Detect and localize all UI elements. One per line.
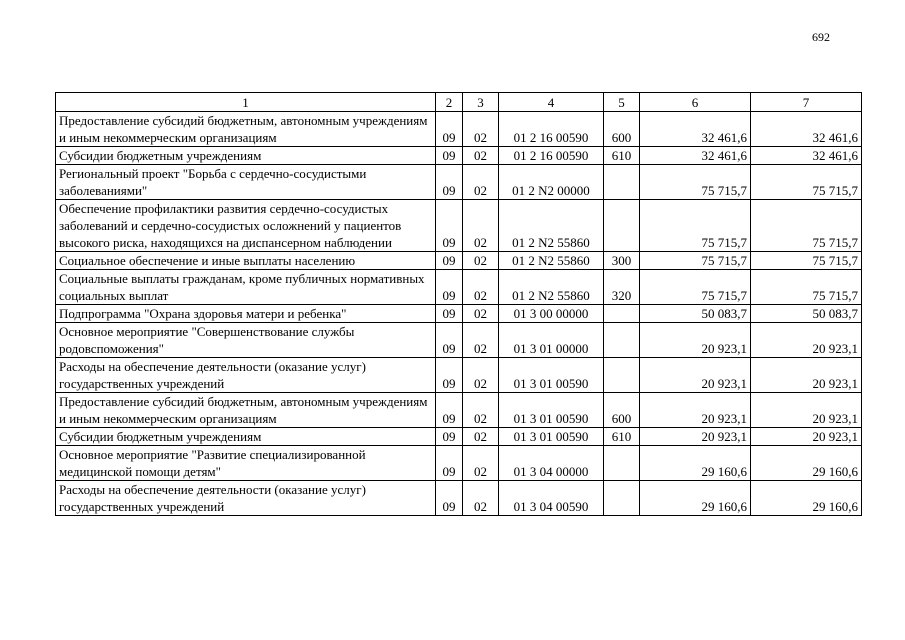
cell-expense-type: 610	[604, 147, 640, 165]
cell-section: 09	[436, 481, 463, 516]
cell-amount-1: 20 923,1	[640, 323, 751, 358]
cell-amount-1: 32 461,6	[640, 112, 751, 147]
table-row	[56, 481, 862, 516]
column-header-3: 3	[463, 93, 499, 112]
cell-amount-2: 20 923,1	[751, 358, 862, 393]
cell-amount-1: 75 715,7	[640, 270, 751, 305]
table-row	[56, 270, 862, 305]
cell-amount-2: 50 083,7	[751, 305, 862, 323]
cell-amount-1: 29 160,6	[640, 481, 751, 516]
cell-subsection: 02	[463, 481, 499, 516]
cell-subsection: 02	[463, 305, 499, 323]
column-header-2: 2	[436, 93, 463, 112]
cell-subsection: 02	[463, 393, 499, 428]
cell-name: Подпрограмма "Охрана здоровья матери и ребенка"	[56, 305, 436, 323]
cell-subsection: 02	[463, 165, 499, 200]
table-row	[56, 200, 862, 252]
cell-expense-type: 600	[604, 112, 640, 147]
cell-subsection: 02	[463, 147, 499, 165]
table-body	[56, 112, 862, 516]
cell-target-article: 01 3 01 00590	[499, 358, 604, 393]
cell-amount-2: 32 461,6	[751, 112, 862, 147]
cell-amount-2: 75 715,7	[751, 200, 862, 252]
cell-target-article: 01 3 04 00590	[499, 481, 604, 516]
cell-name: Расходы на обеспечение деятельности (оказание услуг) государственных учреждений	[56, 358, 436, 393]
cell-target-article: 01 3 04 00000	[499, 446, 604, 481]
cell-amount-1: 75 715,7	[640, 200, 751, 252]
table-row	[56, 446, 862, 481]
column-header-5: 5	[604, 93, 640, 112]
table-row	[56, 428, 862, 446]
cell-section: 09	[436, 252, 463, 270]
cell-name: Субсидии бюджетным учреждениям	[56, 147, 436, 165]
table-row	[56, 393, 862, 428]
cell-subsection: 02	[463, 200, 499, 252]
cell-expense-type: 300	[604, 252, 640, 270]
cell-name: Субсидии бюджетным учреждениям	[56, 428, 436, 446]
page-number: 692	[812, 30, 830, 44]
table-row	[56, 358, 862, 393]
table-row	[56, 252, 862, 270]
cell-section: 09	[436, 200, 463, 252]
cell-amount-2: 32 461,6	[751, 147, 862, 165]
cell-target-article: 01 3 00 00000	[499, 305, 604, 323]
cell-expense-type: 600	[604, 393, 640, 428]
cell-amount-2: 20 923,1	[751, 428, 862, 446]
cell-amount-1: 20 923,1	[640, 358, 751, 393]
cell-subsection: 02	[463, 323, 499, 358]
cell-name: Социальное обеспечение и иные выплаты населению	[56, 252, 436, 270]
cell-amount-1: 32 461,6	[640, 147, 751, 165]
cell-section: 09	[436, 270, 463, 305]
cell-amount-2: 75 715,7	[751, 270, 862, 305]
cell-name: Расходы на обеспечение деятельности (оказание услуг) государственных учреждений	[56, 481, 436, 516]
cell-expense-type	[604, 481, 640, 516]
cell-expense-type	[604, 200, 640, 252]
cell-subsection: 02	[463, 358, 499, 393]
cell-subsection: 02	[463, 428, 499, 446]
cell-subsection: 02	[463, 446, 499, 481]
cell-target-article: 01 2 N2 55860	[499, 200, 604, 252]
cell-amount-2: 75 715,7	[751, 165, 862, 200]
cell-target-article: 01 2 16 00590	[499, 112, 604, 147]
cell-section: 09	[436, 446, 463, 481]
cell-name: Предоставление субсидий бюджетным, автономным учреждениям и иным некоммерческим организациям	[56, 393, 436, 428]
cell-target-article: 01 3 01 00590	[499, 393, 604, 428]
cell-amount-1: 20 923,1	[640, 428, 751, 446]
cell-name: Региональный проект "Борьба с сердечно-сосудистыми заболеваниями"	[56, 165, 436, 200]
cell-expense-type: 320	[604, 270, 640, 305]
cell-expense-type	[604, 165, 640, 200]
cell-target-article: 01 3 01 00000	[499, 323, 604, 358]
cell-subsection: 02	[463, 252, 499, 270]
cell-target-article: 01 3 01 00590	[499, 428, 604, 446]
cell-amount-2: 75 715,7	[751, 252, 862, 270]
column-header-1: 1	[56, 93, 436, 112]
cell-amount-2: 20 923,1	[751, 393, 862, 428]
budget-table	[55, 92, 862, 516]
cell-subsection: 02	[463, 270, 499, 305]
cell-name: Социальные выплаты гражданам, кроме публичных нормативных социальных выплат	[56, 270, 436, 305]
cell-name: Основное мероприятие "Совершенствование службы родовспоможения"	[56, 323, 436, 358]
table-row	[56, 305, 862, 323]
cell-name: Основное мероприятие "Развитие специализированной медицинской помощи детям"	[56, 446, 436, 481]
cell-section: 09	[436, 428, 463, 446]
cell-section: 09	[436, 358, 463, 393]
cell-amount-1: 50 083,7	[640, 305, 751, 323]
cell-target-article: 01 2 N2 00000	[499, 165, 604, 200]
cell-expense-type	[604, 305, 640, 323]
cell-section: 09	[436, 323, 463, 358]
column-header-7: 7	[751, 93, 862, 112]
cell-name: Обеспечение профилактики развития сердечно-сосудистых заболеваний и сердечно-сосудистых осложнений у пациентов высокого риска, находящихся на диспансерном наблюдении	[56, 200, 436, 252]
cell-amount-2: 29 160,6	[751, 446, 862, 481]
table-row	[56, 165, 862, 200]
cell-section: 09	[436, 305, 463, 323]
cell-section: 09	[436, 393, 463, 428]
cell-section: 09	[436, 165, 463, 200]
cell-target-article: 01 2 N2 55860	[499, 252, 604, 270]
cell-subsection: 02	[463, 112, 499, 147]
cell-section: 09	[436, 147, 463, 165]
cell-expense-type	[604, 358, 640, 393]
cell-expense-type	[604, 446, 640, 481]
table-row	[56, 112, 862, 147]
cell-expense-type	[604, 323, 640, 358]
cell-amount-1: 75 715,7	[640, 165, 751, 200]
column-header-6: 6	[640, 93, 751, 112]
cell-section: 09	[436, 112, 463, 147]
column-header-4: 4	[499, 93, 604, 112]
cell-target-article: 01 2 16 00590	[499, 147, 604, 165]
table-row	[56, 323, 862, 358]
cell-amount-2: 29 160,6	[751, 481, 862, 516]
cell-amount-1: 29 160,6	[640, 446, 751, 481]
table-header-row	[56, 93, 862, 112]
cell-name: Предоставление субсидий бюджетным, автономным учреждениям и иным некоммерческим организациям	[56, 112, 436, 147]
cell-expense-type: 610	[604, 428, 640, 446]
cell-amount-1: 20 923,1	[640, 393, 751, 428]
cell-amount-1: 75 715,7	[640, 252, 751, 270]
cell-target-article: 01 2 N2 55860	[499, 270, 604, 305]
cell-amount-2: 20 923,1	[751, 323, 862, 358]
table-row	[56, 147, 862, 165]
